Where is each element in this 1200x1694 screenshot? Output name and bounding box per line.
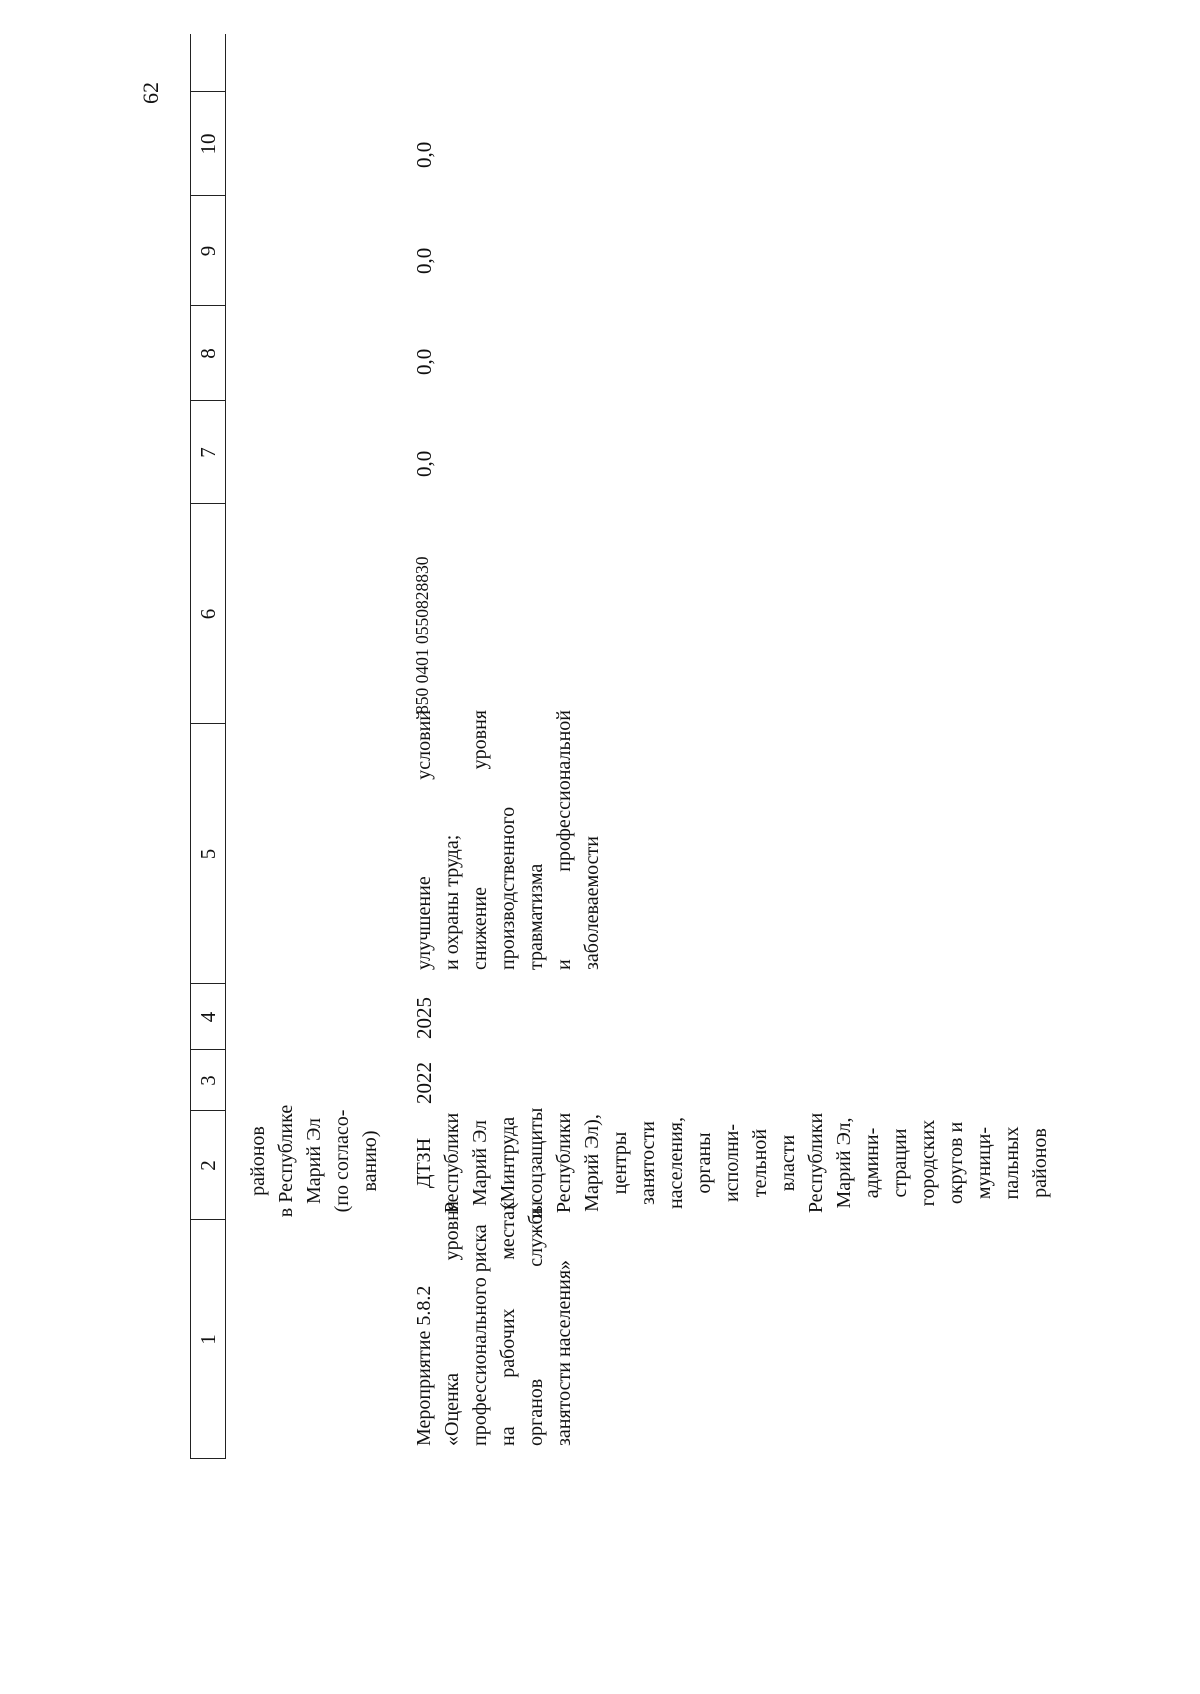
- cell-line: [522, 1201, 550, 1446]
- cell-line: ДТЗН: [413, 1137, 435, 1189]
- cell-line: муници-: [973, 1126, 995, 1200]
- cell-line: [578, 710, 606, 970]
- cell-line: Марий Эл),: [581, 1114, 603, 1212]
- cell-line: ванию): [359, 1130, 381, 1192]
- value-col10-cell: 0,0: [412, 141, 436, 168]
- value-col9-cell: 0,0: [412, 247, 436, 274]
- cell-line: пальных: [1001, 1126, 1023, 1200]
- cell-line: районов: [1029, 1128, 1051, 1198]
- cell-line: населения,: [665, 1116, 687, 1210]
- cell-line: в Республике: [275, 1104, 297, 1218]
- col-header-1: 1: [196, 1334, 220, 1345]
- cell-word: улучшение: [413, 876, 435, 970]
- responsible-executor-cell: [410, 1094, 1054, 1232]
- cell-word: уровня: [441, 1201, 463, 1261]
- cell-line: Марий Эл: [303, 1118, 325, 1204]
- activity-name-cell: [410, 1201, 578, 1446]
- cell-word: «Оценка: [441, 1372, 463, 1446]
- cell-line: округов и: [945, 1121, 967, 1205]
- cell-line: и соцзащиты: [525, 1107, 547, 1219]
- col-header-3: 3: [196, 1075, 220, 1086]
- cell-word: травматизма: [525, 863, 547, 970]
- cell-line: [410, 710, 438, 970]
- cell-line: [466, 710, 494, 970]
- cell-line: [494, 710, 522, 970]
- cell-word: местах: [497, 1201, 519, 1260]
- cell-line: занятости: [637, 1121, 659, 1205]
- cell-line: городских: [917, 1119, 939, 1207]
- col-header-10: 10: [196, 133, 220, 155]
- budget-classification-code-cell: 850 0401 0550828830: [412, 556, 432, 714]
- cell-line: [494, 1201, 522, 1446]
- col-header-2: 2: [196, 1160, 220, 1171]
- col-header-9: 9: [196, 245, 220, 257]
- col-header-6: 6: [196, 608, 220, 620]
- cell-line: (по согласо-: [331, 1109, 353, 1213]
- cell-line: (Минтруда: [497, 1116, 519, 1210]
- cell-line: страции: [889, 1128, 911, 1198]
- expected-result-cell: [410, 710, 606, 970]
- cell-line: [466, 1201, 494, 1446]
- cell-word: Мероприятие 5.8.2: [413, 1285, 435, 1446]
- cell-line: [410, 1201, 438, 1446]
- cell-word: профессиональной: [553, 710, 575, 872]
- cell-line: тельной: [749, 1128, 771, 1198]
- page-number: 62: [138, 82, 163, 104]
- col-header-8: 8: [196, 348, 220, 359]
- cell-word: занятости населения»: [553, 1259, 575, 1446]
- cell-line: власти: [777, 1134, 799, 1192]
- cell-line: админи-: [861, 1127, 883, 1199]
- cell-line: [438, 1201, 466, 1446]
- cell-line: районов: [247, 1126, 269, 1196]
- cell-line: Республики: [805, 1112, 827, 1214]
- cell-line: Республики: [441, 1112, 463, 1214]
- cell-line: Республики: [553, 1112, 575, 1214]
- cell-line: [438, 710, 466, 970]
- cell-word: условий: [413, 710, 435, 780]
- cell-line: [550, 1201, 578, 1446]
- table-header-top-border: [190, 34, 191, 1459]
- value-col7-cell: 0,0: [412, 450, 436, 477]
- continued-responsible-cell: [244, 1096, 384, 1226]
- cell-line: центры: [609, 1131, 631, 1195]
- cell-word: органов: [525, 1378, 547, 1446]
- cell-word: профессионального риска: [469, 1224, 491, 1446]
- col-header-5: 5: [196, 848, 220, 860]
- col-header-4: 4: [196, 1011, 220, 1023]
- cell-word: службы: [525, 1201, 547, 1267]
- start-year-cell: 2022: [412, 1062, 436, 1104]
- end-year-cell: 2025: [412, 997, 436, 1039]
- cell-line: Марий Эл,: [833, 1117, 855, 1209]
- table-header-bottom-border: [225, 34, 226, 1459]
- cell-line: [550, 710, 578, 970]
- cell-word: уровня: [469, 710, 491, 770]
- cell-line: органы: [693, 1132, 715, 1194]
- cell-word: производственного: [497, 806, 519, 970]
- value-col8-cell: 0,0: [412, 348, 436, 375]
- cell-word: снижение: [469, 887, 491, 970]
- cell-line: исполни-: [721, 1123, 743, 1203]
- col-header-7: 7: [196, 447, 220, 458]
- cell-word: и охраны труда;: [441, 834, 463, 970]
- cell-line: [522, 710, 550, 970]
- cell-word: на: [497, 1426, 519, 1446]
- cell-word: и: [553, 959, 575, 970]
- cell-line: Марий Эл: [469, 1120, 491, 1206]
- cell-word: рабочих: [497, 1308, 519, 1378]
- cell-word: заболеваемости: [581, 836, 603, 970]
